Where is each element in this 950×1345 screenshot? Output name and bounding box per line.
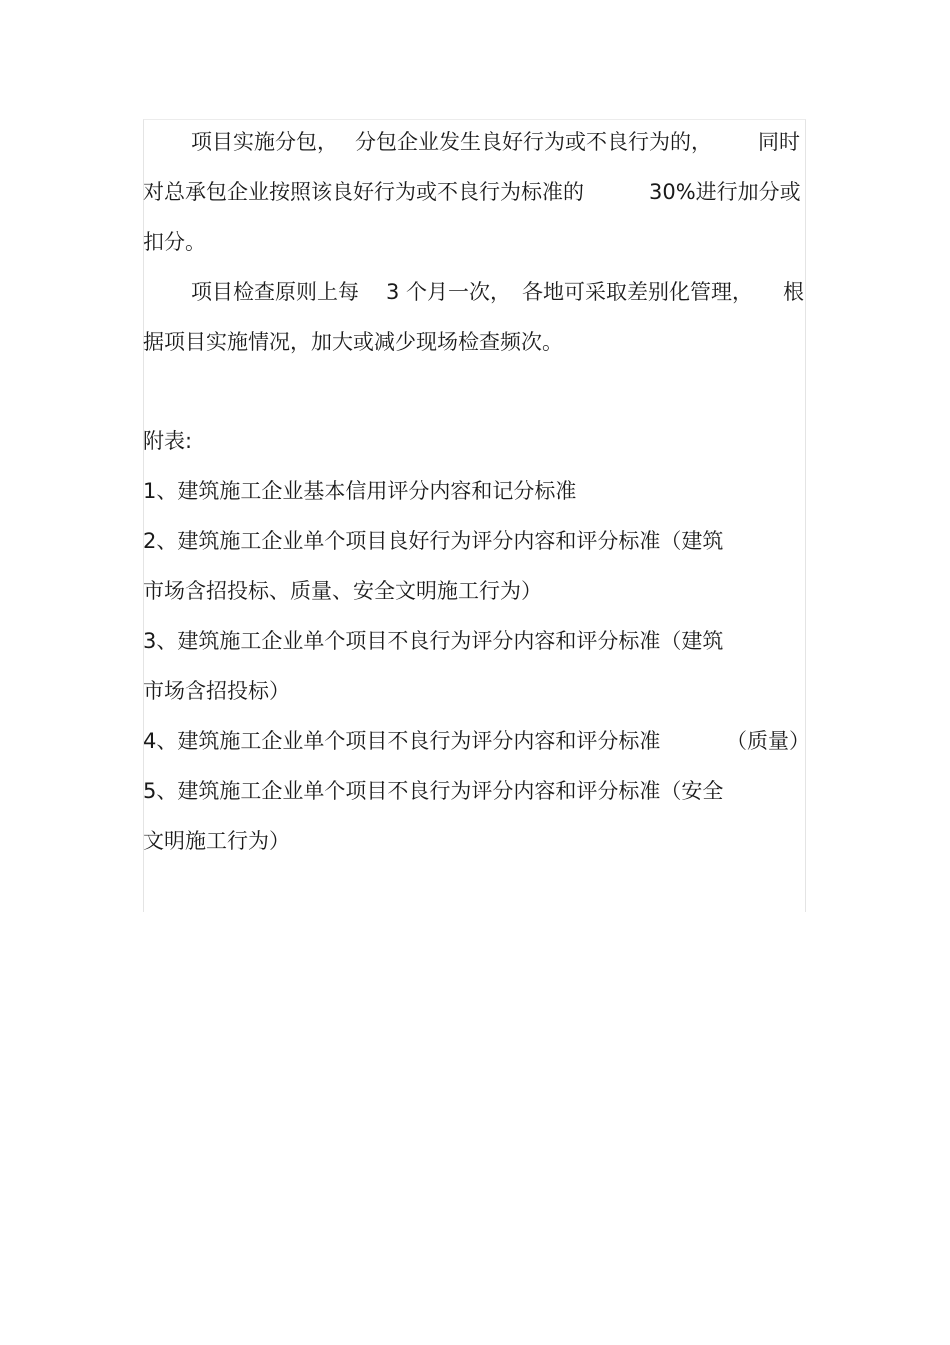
appendix-item-3-cont: [143, 676, 806, 706]
text-segment: 各地可采取差别化管理，: [522, 280, 753, 304]
paragraph-1-line-3: [143, 227, 806, 257]
appendix-item-5-cont: [143, 826, 806, 856]
appendix-item-text: 市场含招投标）: [143, 679, 290, 703]
text-segment: 对总承包企业按照该良好行为或不良行为标准的: [143, 180, 584, 204]
appendix-item-text: 3、建筑施工企业单个项目不良行为评分内容和评分标准（建筑: [143, 629, 724, 653]
paragraph-1-line-1: [143, 127, 806, 157]
paragraph-2-line-2: [143, 327, 806, 357]
appendix-item-4: [143, 726, 810, 756]
text-segment: 项目检查原则上每: [191, 280, 359, 304]
appendix-item-text: 1、建筑施工企业基本信用评分内容和记分标准: [143, 479, 577, 503]
text-segment: 30%进行加分或: [649, 180, 801, 204]
text-segment: 扣分。: [143, 230, 206, 254]
text-segment: 3 个月一次，: [386, 280, 512, 304]
text-segment: 根: [783, 280, 804, 304]
appendix-heading: [143, 426, 806, 456]
appendix-item-text: 5、建筑施工企业单个项目不良行为评分内容和评分标准（安全: [143, 779, 724, 803]
appendix-heading-text: 附表:: [143, 429, 193, 453]
appendix-item-text: 市场含招投标、质量、安全文明施工行为）: [143, 579, 542, 603]
paragraph-1-line-2: [143, 177, 806, 207]
text-segment: 同时: [758, 130, 800, 154]
text-segment: 分包企业发生良好行为或不良行为的，: [355, 130, 712, 154]
appendix-item-text: 4、建筑施工企业单个项目不良行为评分内容和评分标准: [143, 729, 661, 753]
appendix-item-2-cont: [143, 576, 806, 606]
text-segment: 据项目实施情况，加大或减少现场检查频次。: [143, 330, 563, 354]
appendix-item-2: [143, 526, 806, 556]
appendix-item-5: [143, 776, 806, 806]
appendix-item-suffix: （质量）: [726, 729, 810, 753]
text-segment: 项目实施分包，: [191, 130, 338, 154]
appendix-item-1: [143, 476, 806, 506]
appendix-item-3: [143, 626, 806, 656]
appendix-item-text: 文明施工行为）: [143, 829, 290, 853]
appendix-item-text: 2、建筑施工企业单个项目良好行为评分内容和评分标准（建筑: [143, 529, 724, 553]
paragraph-2-line-1: [143, 277, 806, 307]
